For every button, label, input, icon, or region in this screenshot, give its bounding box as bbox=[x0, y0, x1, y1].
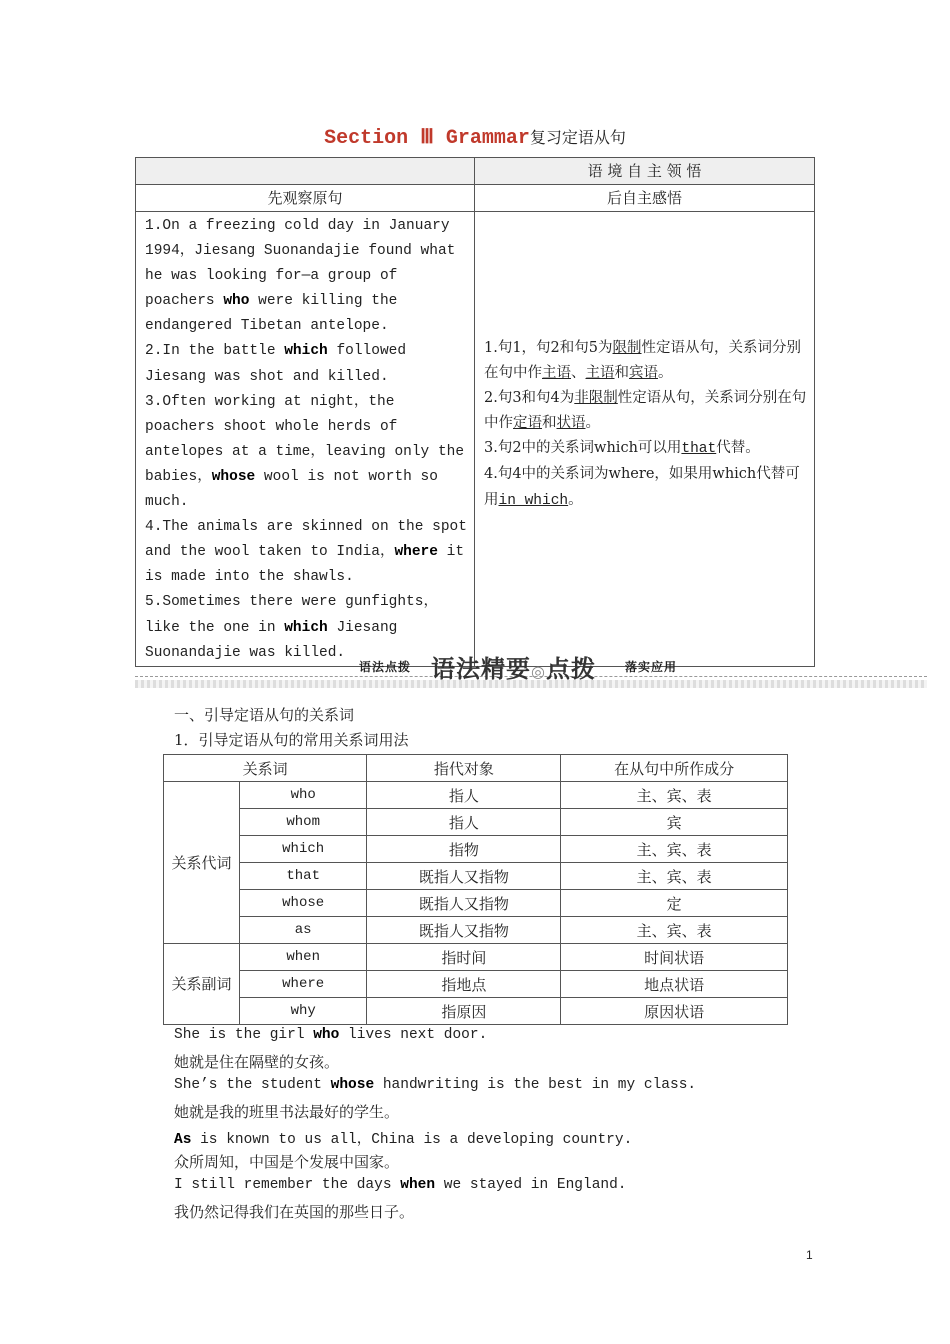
sentence-5: 5.Sometimes there were gunfights，like the one in which Jiesang Suonandajie was killed. bbox=[145, 594, 438, 661]
table-row: 关系代词 who 指人 主、宾、表 bbox=[164, 782, 788, 809]
keyword: whose bbox=[330, 1077, 375, 1093]
table-row: that 既指人又指物 主、宾、表 bbox=[164, 863, 788, 890]
sentence-3: 3.Often working at night，the poachers shoot whole herds of antelopes at a time，leaving only the babies，whose wool is not worth so much. bbox=[145, 393, 465, 511]
header-word: 关系词 bbox=[164, 755, 367, 782]
header-role: 在从句中所作成分 bbox=[561, 755, 788, 782]
page-title bbox=[0, 124, 950, 150]
insight-3: 3.句2中的关系词which可以用that代替。 bbox=[484, 440, 760, 458]
context-table-blank-header bbox=[136, 158, 475, 185]
table-row: whom 指人 宾 bbox=[164, 809, 788, 836]
keyword: As bbox=[174, 1132, 192, 1148]
insight-2: 2.句3和句4为非限制性定语从句，关系词分别在句中作定语和状语。 bbox=[484, 390, 807, 432]
table-row: which 指物 主、宾、表 bbox=[164, 836, 788, 863]
example-2-en: She’s the student whose handwriting is the best in my class. bbox=[174, 1077, 697, 1093]
insight-4: 4.句4中的关系词为where，如果用which代替可用in which。 bbox=[484, 466, 800, 509]
heading-relatives: 一、引导定语从句的关系词 bbox=[174, 706, 355, 724]
example-2-zh: 她就是我的班里书法最好的学生。 bbox=[174, 1103, 400, 1121]
keyword: when bbox=[400, 1177, 436, 1193]
example-3-zh: 众所周知，中国是个发展中国家。 bbox=[174, 1153, 400, 1171]
table-row: as 既指人又指物 主、宾、表 bbox=[164, 917, 788, 944]
group-relative-pronouns: 关系代词 bbox=[164, 782, 240, 944]
sentence-4: 4.The animals are skinned on the spot and the wool taken to India，where it is made into the shawls. bbox=[145, 519, 467, 586]
keyword: who bbox=[313, 1027, 340, 1043]
title-chinese: 复习定语从句 bbox=[529, 128, 626, 147]
keyword: which bbox=[284, 619, 328, 636]
subheading-usage: 1．引导定语从句的常用关系词用法 bbox=[174, 731, 409, 749]
group-relative-adverbs: 关系副词 bbox=[164, 944, 240, 1025]
keyword: whose bbox=[211, 468, 256, 485]
table-row: why 指原因 原因状语 bbox=[164, 998, 788, 1025]
banner-left-label: 语法点拨 bbox=[359, 660, 412, 674]
header-reference: 指代对象 bbox=[367, 755, 561, 782]
section-banner bbox=[135, 650, 927, 692]
banner-title: 语法精要◎点拨 bbox=[431, 655, 596, 683]
sentence-2: 2.In the battle which followed Jiesang was shot and killed. bbox=[145, 343, 407, 385]
col-observe-header: 先观察原句 bbox=[136, 185, 475, 212]
example-4-en: I still remember the days when we stayed in England. bbox=[174, 1177, 627, 1193]
context-table-top-header: 语 境 自 主 领 悟 bbox=[475, 158, 815, 185]
keyword: which bbox=[284, 343, 328, 360]
banner-separator-icon: ◎ bbox=[531, 662, 546, 681]
keyword: who bbox=[223, 293, 250, 310]
insight-1: 1.句1，句2和句5为限制性定语从句，关系词分别在句中作主语、主语和宾语。 bbox=[484, 340, 802, 382]
context-table bbox=[135, 157, 815, 667]
table-row: 关系副词 when 指时间 时间状语 bbox=[164, 944, 788, 971]
page-number: 1 bbox=[806, 1248, 813, 1262]
title-english: Section Ⅲ Grammar bbox=[324, 127, 530, 150]
table-row: whose 既指人又指物 定 bbox=[164, 890, 788, 917]
insights bbox=[475, 212, 815, 667]
keyword: where bbox=[394, 544, 438, 561]
example-1-zh: 她就是住在隔壁的女孩。 bbox=[174, 1053, 340, 1071]
example-1-en: She is the girl who lives next door. bbox=[174, 1027, 488, 1043]
example-3-en: As is known to us all，China is a developing country. bbox=[174, 1132, 633, 1148]
example-4-zh: 我仍然记得我们在英国的那些日子。 bbox=[174, 1203, 415, 1221]
relative-words-table bbox=[163, 754, 788, 1025]
sentence-1: 1.On a freezing cold day in January 1994，Jiesang Suonandajie found what he was looking for—a group of poachers who were killing the endangered Tibetan antelope. bbox=[145, 218, 456, 335]
banner-right-label: 落实应用 bbox=[625, 660, 678, 674]
table-row: where 指地点 地点状语 bbox=[164, 971, 788, 998]
col-insight-header: 后自主感悟 bbox=[475, 185, 815, 212]
table-header-row bbox=[164, 755, 788, 782]
original-sentences bbox=[136, 212, 475, 667]
